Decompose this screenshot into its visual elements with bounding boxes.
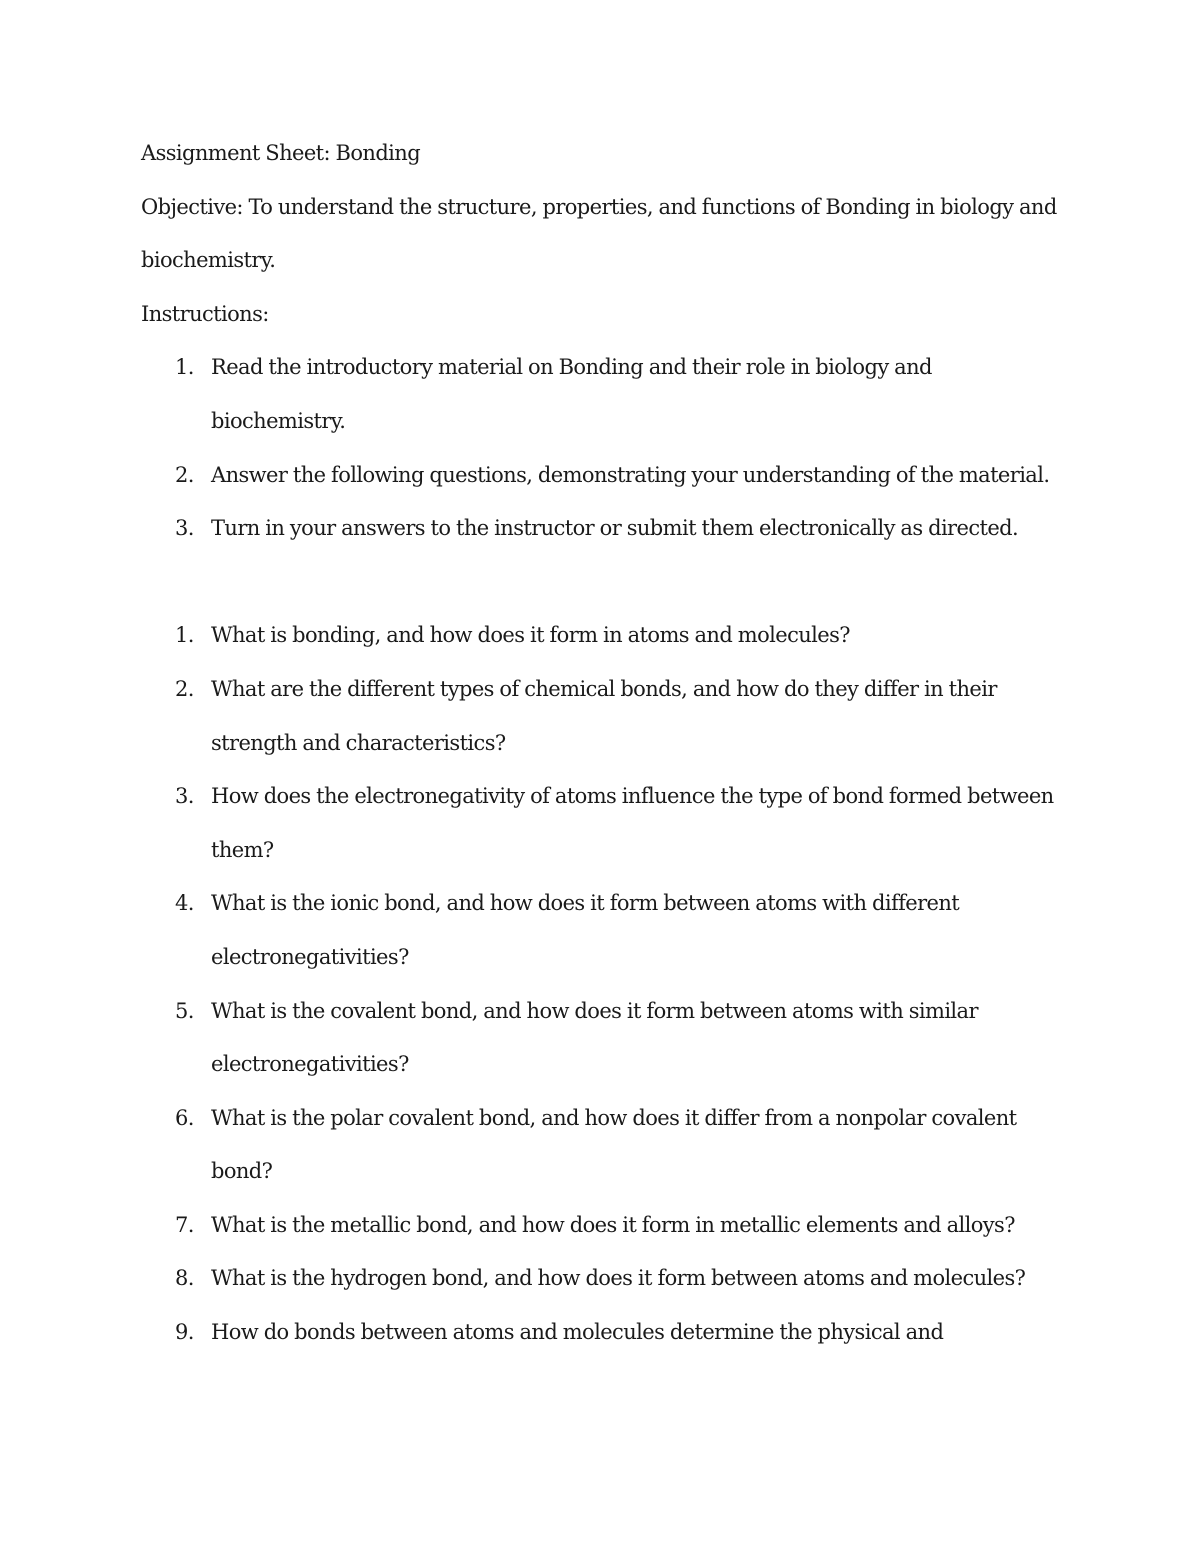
question-item [141,1199,1061,1253]
question-item [141,609,1061,663]
question-text: What is the metallic bond, and how does it form in metallic elements and alloys? [211,1212,1015,1237]
question-item [141,1252,1061,1306]
question-text: What is the polar covalent bond, and how does it differ from a nonpolar covalent bond? [211,1105,1017,1184]
question-item [141,1306,1061,1360]
blank-line [141,556,1061,610]
question-text: What is the covalent bond, and how does it form between atoms with similar electronegativities? [211,998,978,1077]
question-item [141,663,1061,770]
question-item [141,877,1061,984]
question-text: How does the electronegativity of atoms influence the type of bond formed between them? [211,784,1054,862]
question-number: 7. [175,1212,194,1237]
question-text: What is bonding, and how does it form in atoms and molecules? [211,623,850,648]
instruction-text: Read the introductory material on Bonding and their role in biology and biochemistry. [211,355,932,433]
instruction-item [141,341,1061,448]
objective-paragraph: Objective: To understand the structure, properties, and functions of Bonding in biology and biochemistry. [141,194,1057,273]
instruction-number: 1. [175,355,194,380]
question-text: What is the ionic bond, and how does it form between atoms with different electronegativities? [211,891,960,969]
questions-list [141,609,1061,1359]
instructions-list [141,341,1061,555]
question-number: 2. [175,676,194,701]
question-item [141,1092,1061,1199]
instruction-item [141,502,1061,556]
instruction-number: 3. [175,516,194,541]
question-number: 8. [175,1266,194,1291]
question-item [141,985,1061,1092]
instruction-text: Turn in your answers to the instructor or submit them electronically as directed. [211,516,1019,541]
question-number: 6. [175,1105,194,1130]
document-body [141,127,1061,1360]
question-number: 3. [175,784,194,809]
document-title: Assignment Sheet: Bonding [141,141,421,165]
instruction-text: Answer the following questions, demonstrating your understanding of the material. [211,462,1050,487]
question-text: What is the hydrogen bond, and how does it form between atoms and molecules? [211,1266,1026,1291]
instructions-heading: Instructions: [141,301,269,326]
question-text: What are the different types of chemical bonds, and how do they differ in their strength and characteristics? [211,676,997,755]
question-number: 9. [175,1320,194,1345]
question-item [141,770,1061,877]
question-number: 4. [175,891,194,916]
question-text: How do bonds between atoms and molecules determine the physical and [211,1320,944,1345]
question-number: 5. [175,998,194,1023]
instruction-number: 2. [175,462,194,487]
instruction-item [141,449,1061,503]
question-number: 1. [175,623,194,648]
